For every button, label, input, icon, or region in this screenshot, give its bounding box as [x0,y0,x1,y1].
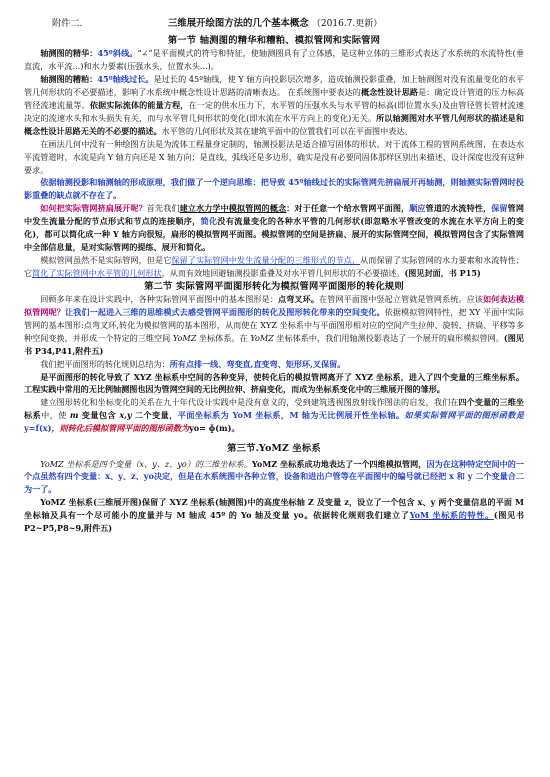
document-header [24,18,524,33]
section1-paragraph-reverse-thinking: 依据轴测投影和轴测轴的形成原理，我们做了一个逆向思维：把导致 45º轴线过长的实际管网先挤扁展开再轴测，则轴测实际管网时投影重叠的缺点就不存在了。 [24,177,524,201]
section2-title: 第二节 实际管网平面图形转化为模拟管网平面图形的转化规则 [144,280,404,292]
document-title: 三维展开绘图方法的几个基本概念 （2016.7.更新） [168,18,383,29]
section3-title: 第三节.YoMZ 坐标系 [227,443,321,455]
section1-paragraph-simulated-network: 如何把实际管网挤扁展开呢？首先我们建立水力学中模拟管网的概念：对于任意一个给水管网平面图，顺应管道的水流特性，保留管网中发生流量分配的节点形式和节点的连接顺序，简化没有流量变化的各种水平管的几何形状(即忽略水平管改变的水流在水平方向上的变化)，都可以简化成一种 Y 轴方向很短，扁形的模拟管网平面图。模拟管网的空间是挤扁、展开的实际管网空间，模拟管网包含了实际管网中全部信息量，是对实际管网的提练、展开和简化。 [24,203,524,252]
section2-paragraph-rules: 我们把平面图形的转化规则总结为：所有点排一线、弯变直,直变弯、矩形环,叉保留。 [40,358,346,369]
section1-paragraph-essence: 轴测图的精华：45º斜线。“∠”是平面模式的符号和特征，使轴测图具有了立体感，是这种立体的三维形式表达了水系统的水流特性(垂直流，水平流...)和水力要素(压强水头，位置水头...)。 [24,48,524,72]
attachment-label: 附件二. [52,18,83,29]
section1-paragraph-descriptive-geometry: 在画法几何中没有一种绘图方法是为流体工程量身定制的，轴测投影法是适合描写固体的形状。对于流体工程的管网系统图，在表达水平流管道时，水流是向 Y 轴方向还是 X 轴方向；是直线、弧线还是多边形，确实是没有必要同固体那样区别出来描述，设计深度也没有这种要求。 [24,138,524,175]
section1-title: 第一节 轴测图的精华和糟粕、模拟管网和实际管网 [167,35,381,46]
document-date: （2016.7.更新） [311,19,383,29]
section1-paragraph-dross: 轴测图的糟粕：45º轴线过长。是过长的 45º轴线，使 Y 轴方向投影层次增多，造成轴测投影重叠，加上轴测图对没有流量变化的水平管几何形状的不必要描述，影响了水系统中概念性设计思路的清晰表达。 在系统图中要表达的概念性设计思路是：确定设计管道的压力标高管径流速流量等。依据实际流体的能量方程，在一定的供水压力下，水平管的压强水头与水平管的标高(即位置水头)及由管径管长管材流速决定的流速水头和水头损失有关，而与水平管几何形状的变化(即水流在水平方向上的变化)无关。所以轴测图对水平管几何形状的描述是和概念性设计思路无关的不必要的描述。水平管的几何形状及其在建筑平面中的位置我们可以在平面图中表达。 [24,74,524,136]
section3-paragraph-properties: YoMZ 坐标系(三维展开图)保留了 XYZ 坐标系(轴测图)中的高度坐标轴 Z 及变量 z，设立了一个包含 x、y 两个变量信息的平面 M 坐标轴及具有一个尽可能小的度量并与 M 轴成 45º 的 Yo 轴及变量 yo。依据转化规则我们建立了YoM 坐标系的特性。(图见书 P2~P5,P8~9,附件五) [24,497,524,534]
section2-paragraph-basic-shapes: 回顾多年来在设计实践中，各种实际管网平面图中的基本图形是：点弯叉环。在管网平面图中竖起立管就是管网系统。应该如何表达模拟管网呢？让我们一起进入三维的思维模式去感受管网平面图形的转化及图形转化带来的空间变化。依据模拟管网特性，把 XY 平面中实际管网的基本图形:点弯叉环,转化为模拟管网的基本图形，从而使在 XYZ 坐标系中与平面图形相对应的空间产生拉伸、旋转、挤扁、平移等多种空间变换，并形成一个特定的三维空间 YoMZ 坐标体系。在 YoMZ 坐标体系中，我们用轴测投影表达了一个展开的扁形模拟管网。(图见书 P34,P41,附件五) [24,294,524,356]
section1-paragraph-summary: 模拟管网虽然不是实际管网，但是它保留了实际管网中发生流量分配的三维形式的节点，从而保留了实际管网的水力要素和水流特性；它简化了实际管网中水平管的几何形状，从而有效地回避轴测投影重叠及对水平管几何形状的不必要描述。(图见封面，书 P15) [24,254,524,278]
section2-paragraph-coordinates: 建立图形转化和坐标变化的关系在九十年代设计实践中是没有意义的，受到建筑透视图放射线作图法的启发，我们在四个变量的三维坐标系中，使 m 变量包含 x,y 二个变量，平面坐标系为 YoM 坐标系，M 轴为无比例展开性坐标轴。如果实际管网平面的图形函数是y=f(x)，则转化后模拟管网平面的图形函数为yo= ɸ(m)。 [24,397,524,434]
section3-paragraph-definition: YoMZ 坐标系是四个变量（x、y、z、yo）的三维坐标系。YoMZ 坐标系成功地表达了一个四维模拟管网，因为在这种特定空间中的一个点虽然有四个变量：x、y、z、yo决定，但是在水系统图中各种立管，设备和进出户管等在平面图中的编号就已经把 x 和 y 二个变量合二为一了。 [24,458,524,495]
section2-paragraph-transform: 是平面图形的转化导致了 XYZ 坐标系中空间的各种变异，使转化后的模拟管网离开了 XYZ 坐标系，进入了四个变量的三维坐标系。工程实践中常用的无比例轴测图也因为管网空间的无比例拉伸、挤扁变化，而成为坐标系变化中的三维展开图的雏形。 [24,371,524,395]
